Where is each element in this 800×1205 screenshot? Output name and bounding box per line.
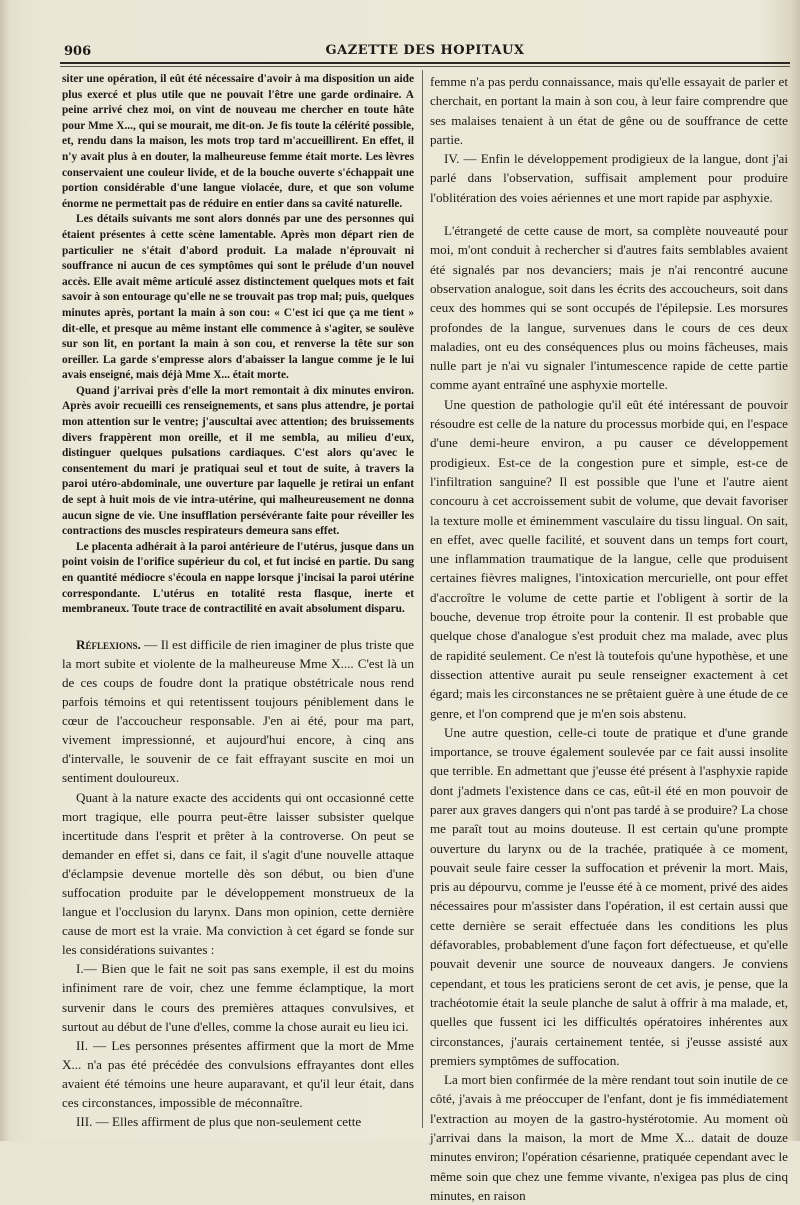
page-number: 906 bbox=[64, 44, 92, 59]
left-paragraph: siter une opération, il eût été nécessaire d'avoir à ma disposition un aide plus exercé et plus utile que ne pouvait l'être une garde ordinaire. A peine arrivé chez moi, on vint de nouveau me chercher en toute hâte pour Mme X..., qui se mourait, me dit-on. Je fis toute la célérité possible, et, rendu dans la maison, les mots trop tard m'accueillirent. En effet, il n'y avait plus à en douter, la malheureuse femme était morte. Les lèvres conservaient une couleur livide, et de la bouche ouverte s'échappait une portion considérable d'une langue violacée, dure, et que son volume énorme ne permettait pas de réduire en entier dans sa cavité naturelle. bbox=[62, 73, 414, 210]
header-rule-thin bbox=[60, 66, 790, 67]
reflexions-paragraph: I.— Bien que le fait ne soit pas sans exemple, il est du moins infiniment rare de voir, chez une femme éclamptique, la mort survenir dans le cours des premières attaques convulsives, et surtout au début de l'une d'elles, comme la chose aurait eu lieu ici. bbox=[62, 961, 414, 1034]
journal-title: GAZETTE DES HOPITAUX bbox=[325, 43, 525, 58]
section-spacer bbox=[430, 207, 788, 221]
left-paragraph: Quand j'arrivai près d'elle la mort remontait à dix minutes environ. Après avoir recueilli ces renseignements, et sans plus attendre, je portai mon attention sur le ventre; j'auscultai avec attention; des bruissements divers frappèrent mon oreille, et il me sembla, au milieu d'eux, distinguer quelques pulsations cardiaques. C'est alors qu'avec le consentement du mari je pratiquai seul et tout de suite, à travers la paroi utéro-abdominale, une ouverture par laquelle je retirai un enfant de sept à huit mois de vie intra-utérine, qui malheureusement ne donna aucun signe de vie. Une insufflation persévérante faite pour réveiller les contractions des muscles respirateurs demeura sans effet. bbox=[62, 384, 414, 538]
reflexions-label: Réflexions. bbox=[76, 636, 141, 652]
right-paragraph: Une question de pathologie qu'il eût été intéressant de pouvoir résoudre est celle de la nature du processus morbide qui, en l'espace d'une demi-heure environ, a pu causer ce développement prodigieux. Est-ce de la congestion pure et simple, est-ce de l'infiltration sanguine? Il est possible que l'une et l'autre aient concouru à cet accroissement subit de volume, que devait favoriser la texture molle et éminemment vasculaire du tissu lingual. On sait, en effet, avec quelle facilité, et souvent dans un temps fort court, une inflammation traumatique de la langue, celle que produisent certaines fièvres malignes, l'intoxication mercurielle, ont pour effet d'accroître le volume de cette partie et l'obligent à sortir de la bouche, devenue trop étroite pour la contenir. Il est probable que quelque chose d'analogue s'est produit chez ma malade, avec plus de rapidité seulement. Ce n'est là toutefois qu'une hypothèse, et une dissection attentive aurait pu seule renseigner exactement à cet égard; mais les circonstances ne se prêtaient guère à une étude de ce genre, et l'on comprend que je m'en sois abstenu. bbox=[430, 396, 788, 721]
right-paragraph: IV. — Enfin le développement prodigieux de la langue, dont j'ai parlé dans l'observation, suffisait amplement pour produire l'oblitération des voies aériennes et une mort rapide par asphyxie. bbox=[430, 151, 788, 205]
right-paragraph: L'étrangeté de cette cause de mort, sa complète nouveauté pour moi, m'ont conduit à rechercher si d'autres faits semblables avaient été signalés par nos devanciers; mais je n'ai rencontré aucune observation analogue, soit dans les écrits des accoucheurs, soit dans ceux des hommes qui se sont occupés de l'épilepsie. Les morsures profondes de la langue, survenues dans le cours de ces deux maladies, ont eu des conséquences plus ou moins fâcheuses, mais nulle part je n'ai vu signaler l'intumescence rapide de cette partie comme ayant entraîné une asphyxie mortelle. bbox=[430, 223, 788, 393]
reflexions-paragraph: II. — Les personnes présentes affirment que la mort de Mme X... n'a pas été précédée des convulsions effrayantes dont elles avaient été témoins une heure auparavant, et qu'il leur était, dans ces circonstances, impossible de méconnaître. bbox=[62, 1037, 414, 1111]
column-divider bbox=[422, 70, 423, 1128]
right-paragraph: Une autre question, celle-ci toute de pratique et d'une grande importance, se trouve également soulevée par ce fait aussi insolite que terrible. En admettant que j'eusse été présent à l'asphyxie rapide dont j'admets l'existence dans ce cas, eût-il été en mon pouvoir de parer aux graves dangers qui n'ont pas tardé à se produire? La chose me paraît tout au moins douteuse. Il est certain qu'une prompte ouverture du larynx ou de la trachée, pratiquée à ce moment, pouvait seule faire cesser la suffocation et prévenir la mort. Mais, pris au dépourvu, comme je l'eusse été à ce moment, privé des aides nécessaires pour m'assister dans l'opération, il est certain aussi que cette dernière se serait effectuée dans les conditions les plus défavorables, probablement d'une façon fort défectueuse, et qu'elle pouvait devenir une source de nouveaux dangers. Je conviens cependant, et tous les praticiens seront de cet avis, je pense, que la trachéotomie était la seule planche de salut à offrir à ma malade, et, quelles que fussent ici les difficultés opératoires inhérentes aux circonstances, j'aurais certainement tentée, si j'eusse assisté aux premiers symptômes de suffocation. bbox=[430, 724, 788, 1068]
right-column bbox=[430, 72, 788, 1205]
left-paragraph: Les détails suivants me sont alors donnés par une des personnes qui étaient présentes à cette scène lamentable. Après mon départ rien de particulier ne s'était d'abord produit. La malade n'éprouvait ni souffrance ni aucun de ces symptômes qui sont le prélude d'un nouvel accès. Elle avait même articulé assez distinctement quelques mots et fait savoir à son entourage qu'elle ne se trouvait pas trop mal; puis, quelques minutes après, portant la main à son cou: « C'est ici que ça me tient » dit-elle, et presque au même instant elle commence à s'agiter, se soulève sur son lit, en portant la main à son cou, et renverse la tête sur son oreiller. La garde s'empresse alors d'abaisser la langue comme je le lui avais enseigné, mais déjà Mme X... était morte. bbox=[62, 213, 414, 382]
reflexions-paragraph bbox=[62, 635, 414, 788]
right-paragraph: La mort bien confirmée de la mère rendant tout soin inutile de ce côté, j'avais à me préoccuper de l'enfant, dont je fis immédiatement l'extraction au moyen de la gastro-hystérotomie. Au moment où j'arrivai dans la maison, la mort de Mme X... datait de douze minutes environ; l'opération césarienne, pratiquée cependant avec le même soin que chez une femme vivante, n'exigea pas plus de cinq minutes, en raison bbox=[430, 1072, 788, 1203]
left-paragraph: Le placenta adhérait à la paroi antérieure de l'utérus, jusque dans un point voisin de l'orifice supérieur du col, et fut incisé en partie. Du sang en quantité médiocre s'écoula en nappe lorsque j'incisai la paroi utérine correspondante. L'utérus en totalité resta flasque, inerte et membraneux. Toute trace de contractilité en avait absolument disparu. bbox=[62, 540, 414, 616]
header-rule bbox=[60, 62, 790, 64]
reflexions-text: — Il est difficile de rien imaginer de plus triste que la mort subite et violente de la malheureuse Mme X.... C'est là un de ces coups de foudre dont la pratique obstétricale nous rend parfois témoins et qui retentissent toujours péniblement dans le cœur de l'accoucheur responsable. J'en ai été, pour ma part, vivement impressionné, et aujourd'hui encore, à cinq ans d'intervalle, le souvenir de ce fait effrayant suscite en moi un sentiment douloureux. bbox=[62, 636, 414, 786]
page-header bbox=[60, 40, 790, 64]
left-column bbox=[62, 72, 414, 1131]
section-spacer bbox=[62, 618, 414, 635]
reflexions-paragraph: Quant à la nature exacte des accidents qui ont occasionné cette mort tragique, elle pourra peut-être laisser subsister quelque incertitude dans l'esprit et prêter à la controverse. On peut se demander en effet si, dans ce fait, il s'agit d'une nouvelle attaque d'éclampsie devenue mortelle dès son début, ou bien d'une suffocation produite par le développement monstrueux de la langue et l'occlusion du larynx. Dans mon opinion, cette dernière cause de mort est la vraie. Ma conviction à cet égard se fonde sur les considérations suivantes : bbox=[62, 789, 414, 958]
reflexions-paragraph: III. — Elles affirment de plus que non-seulement cette bbox=[76, 1114, 362, 1130]
right-paragraph: femme n'a pas perdu connaissance, mais qu'elle essayait de parler et cherchait, en portant la main à son cou, à leur faire comprendre que ses malaises tenaient à un état de gêne ou de souffrance de cette partie. bbox=[430, 74, 788, 147]
